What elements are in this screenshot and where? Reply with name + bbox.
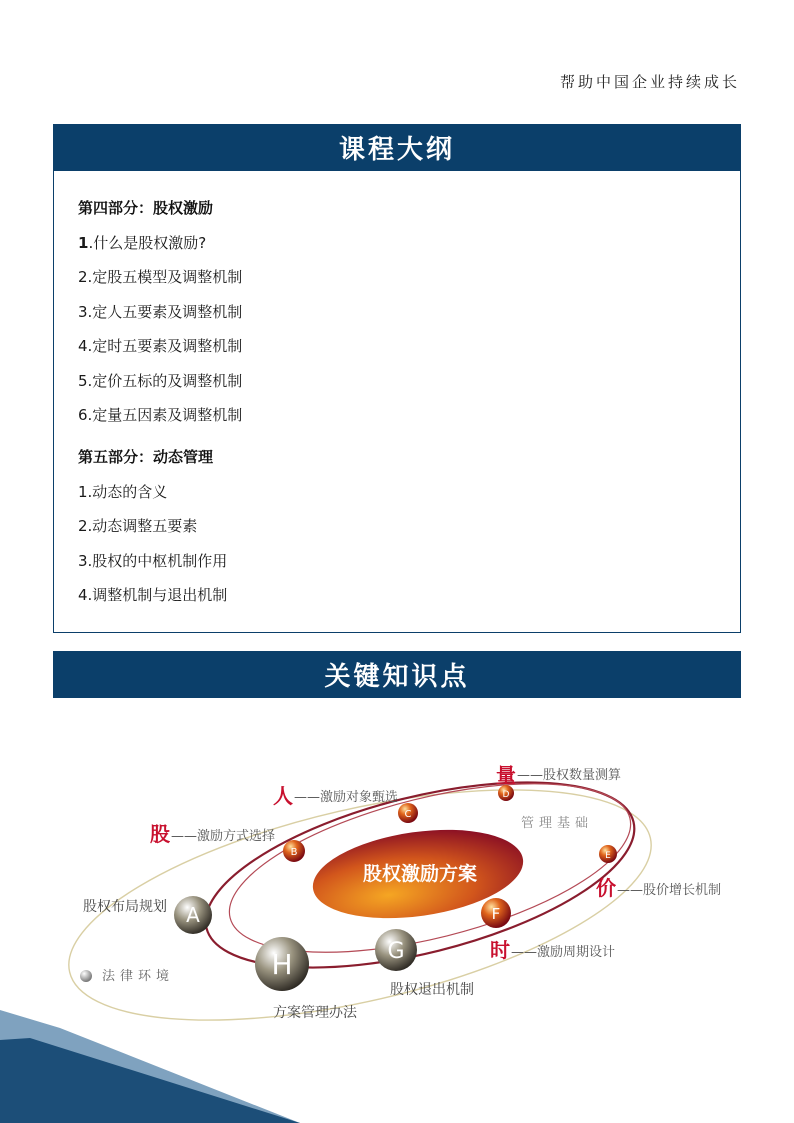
- node-f-big: 时: [490, 938, 510, 962]
- node-f-label: ——激励周期设计: [511, 945, 616, 960]
- center-label: 股权激励方案: [362, 863, 478, 885]
- item-text: .什么是股权激励?: [88, 233, 207, 252]
- node-e-label: ——股价增长机制: [617, 883, 722, 898]
- part5-item: 4.调整机制与退出机制: [78, 586, 228, 604]
- legal-env-dot: [80, 970, 92, 982]
- part5-item: 1.动态的含义: [78, 482, 168, 501]
- node-g-letter: G: [387, 939, 405, 964]
- header-tagline: 帮助中国企业持续成长: [559, 73, 740, 91]
- node-c-label: ——激励对象甄选: [294, 790, 399, 805]
- node-d-letter: D: [502, 790, 510, 800]
- node-c-big: 人: [273, 784, 293, 808]
- node-d-big: 量: [496, 763, 516, 787]
- node-c-letter: C: [404, 809, 412, 820]
- part5-title: 第五部分：动态管理: [78, 448, 214, 466]
- node-a-letter: A: [186, 903, 200, 927]
- corner-dark-shape: [0, 1038, 300, 1123]
- node-g-label: 股权退出机制: [390, 982, 474, 998]
- corner-decoration: [0, 1000, 300, 1123]
- part4-item: 6.定量五因素及调整机制: [78, 406, 243, 424]
- node-h-letter: H: [271, 948, 293, 981]
- node-b-big: 股: [150, 822, 170, 846]
- part4-title: 第四部分：股权激励: [78, 199, 214, 217]
- node-b-label: ——激励方式选择: [171, 829, 276, 844]
- node-e-big: 价: [596, 876, 616, 900]
- part4-item: [78, 232, 716, 254]
- section-title-outline: 课程大纲: [53, 124, 741, 171]
- section-title-key-points: 关键知识点: [53, 651, 741, 698]
- node-b-letter: B: [290, 847, 298, 858]
- node-d-label: ——股权数量测算: [517, 768, 622, 783]
- part4-item: 3.定人五要素及调整机制: [78, 302, 243, 321]
- course-outline-box: [53, 171, 741, 633]
- part4-item: 2.定股五模型及调整机制: [78, 268, 243, 286]
- part5-item: 2.动态调整五要素: [78, 517, 198, 535]
- legal-env-label: 法律环境: [102, 969, 175, 984]
- management-base-label: 管理基础: [520, 816, 594, 831]
- part4-item: 4.定时五要素及调整机制: [78, 337, 243, 355]
- part5-item: 3.股权的中枢机制作用: [78, 551, 228, 570]
- part4-item: 5.定价五标的及调整机制: [78, 371, 243, 390]
- node-a-label: 股权布局规划: [83, 899, 167, 915]
- item-number: 1: [78, 233, 89, 252]
- node-f-letter: F: [491, 905, 501, 923]
- node-h-label: 方案管理办法: [273, 1005, 357, 1021]
- node-e-letter: E: [605, 851, 611, 861]
